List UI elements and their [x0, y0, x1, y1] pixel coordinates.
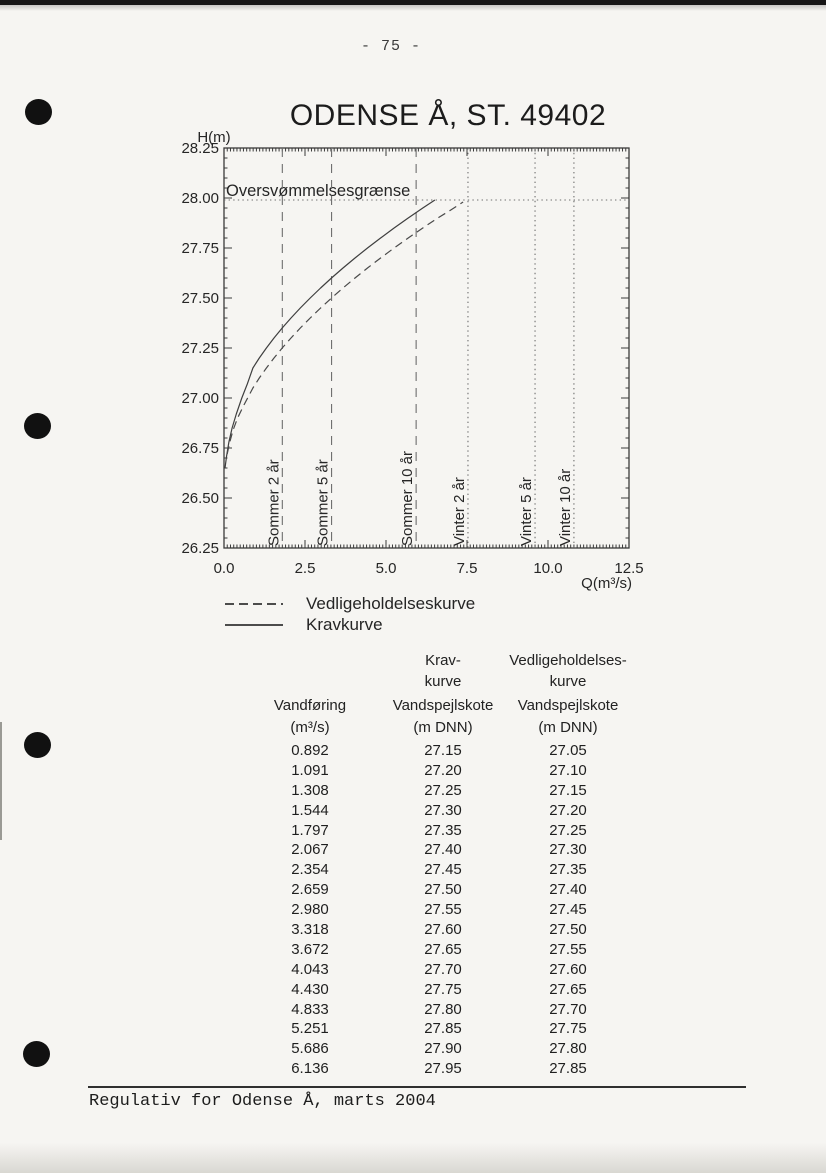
- y-tick-label: 28.25: [181, 140, 219, 157]
- group-header-kravkurve-line2: kurve: [424, 673, 462, 690]
- cell-vandforing: 5.251: [291, 1020, 329, 1038]
- footer-text: Regulativ for Odense Å, marts 2004: [89, 1092, 436, 1111]
- cell-vandforing: 4.043: [291, 960, 329, 978]
- cell-kote-vedligehold: 27.05: [549, 742, 587, 759]
- x-tick-label: 12.5: [614, 560, 644, 577]
- cell-kote-krav: 27.90: [424, 1040, 462, 1058]
- spacer: [240, 650, 380, 671]
- event-line-label: Sommer 2 år: [265, 459, 283, 546]
- group-header-vedligeholdelseskurve-line2: kurve: [549, 673, 587, 690]
- spacer: [240, 671, 380, 692]
- cell-vandforing: 1.091: [291, 761, 329, 779]
- cell-kote-vedligehold: 27.75: [549, 1020, 587, 1038]
- rating-table-body: [240, 741, 630, 1079]
- cell-kote-krav: 27.40: [424, 841, 462, 859]
- rating-table-header: [240, 650, 630, 738]
- cell-vandforing: 3.318: [291, 921, 329, 939]
- cell-kote-krav: 27.85: [424, 1020, 462, 1038]
- event-line-label: Sommer 5 år: [314, 459, 332, 546]
- solid-line-sample: [225, 624, 283, 626]
- column-unit-m3s: (m³/s): [290, 719, 330, 736]
- cell-vandforing: 6.136: [291, 1060, 329, 1078]
- cell-kote-vedligehold: 27.25: [549, 821, 587, 839]
- column-header-vandforing: Vandføring: [273, 697, 347, 714]
- cell-kote-krav: 27.95: [424, 1060, 462, 1078]
- cell-vandforing: 5.686: [291, 1040, 329, 1058]
- legend-item-kravkurve: [225, 614, 475, 635]
- legend-item-vedligeholdelseskurve: [225, 593, 475, 614]
- cell-kote-krav: 27.20: [424, 761, 462, 779]
- cell-kote-vedligehold: 27.30: [549, 841, 587, 859]
- rating-curve-chart: [140, 90, 690, 605]
- cell-kote-vedligehold: 27.80: [549, 1040, 587, 1058]
- cell-kote-krav: 27.75: [424, 980, 462, 998]
- cell-vandforing: 4.430: [291, 980, 329, 998]
- cell-vandforing: 2.067: [291, 841, 329, 859]
- cell-kote-vedligehold: 27.50: [549, 921, 587, 939]
- y-tick-label: 27.00: [181, 390, 219, 407]
- column-unit-mdnn-vedligehold: (m DNN): [538, 719, 598, 736]
- x-tick-label: 2.5: [294, 560, 316, 577]
- cell-vandforing: 1.308: [291, 781, 329, 799]
- chart-legend: [225, 593, 475, 635]
- scan-edge-bottom: [0, 1143, 826, 1173]
- x-tick-label: 10.0: [533, 560, 563, 577]
- y-axis-label: H(m): [197, 129, 231, 146]
- cell-kote-vedligehold: 27.65: [549, 980, 587, 998]
- x-tick-label: 5.0: [375, 560, 397, 577]
- y-tick-label: 26.75: [181, 440, 219, 457]
- cell-vandforing: 2.980: [291, 901, 329, 919]
- cell-kote-vedligehold: 27.10: [549, 761, 587, 779]
- event-line-label: Vinter 10 år: [556, 468, 574, 546]
- cell-kote-vedligehold: 27.85: [549, 1060, 587, 1078]
- cell-kote-vedligehold: 27.55: [549, 940, 587, 958]
- cell-kote-vedligehold: 27.15: [549, 781, 587, 799]
- page-number: - 75 -: [360, 38, 421, 55]
- hole-punch-dot-1: [25, 99, 52, 125]
- column-header-vandspejlskote-vedligehold: Vandspejlskote: [517, 697, 619, 714]
- cell-vandforing: 2.659: [291, 881, 329, 899]
- cell-kote-vedligehold: 27.20: [549, 801, 587, 819]
- cell-kote-krav: 27.35: [424, 821, 462, 839]
- y-tick-label: 26.50: [181, 490, 219, 507]
- hole-punch-dot-3: [24, 732, 51, 758]
- cell-vandforing: 0.892: [291, 742, 329, 759]
- scan-edge-left-artifact: [0, 722, 2, 840]
- y-tick-label: 27.50: [181, 290, 219, 307]
- flood-limit-label: Oversvømmelsesgrænse: [226, 182, 411, 200]
- cell-kote-krav: 27.60: [424, 921, 462, 939]
- cell-kote-krav: 27.45: [424, 861, 462, 879]
- event-line-label: Sommer 10 år: [399, 450, 417, 546]
- cell-kote-krav: 27.30: [424, 801, 462, 819]
- footer-rule: [88, 1086, 746, 1088]
- event-line-label: Vinter 2 år: [450, 477, 468, 546]
- y-tick-label: 26.25: [181, 540, 219, 557]
- cell-vandforing: 4.833: [291, 1000, 329, 1018]
- cell-kote-krav: 27.25: [424, 781, 462, 799]
- hole-punch-dot-2: [24, 413, 51, 439]
- cell-kote-krav: 27.70: [424, 960, 462, 978]
- y-tick-label: 27.75: [181, 240, 219, 257]
- cell-kote-vedligehold: 27.60: [549, 960, 587, 978]
- cell-kote-krav: 27.50: [424, 881, 462, 899]
- cell-kote-vedligehold: 27.35: [549, 861, 587, 879]
- x-tick-label: 0.0: [213, 560, 235, 577]
- curve-kravkurve: [225, 200, 435, 468]
- cell-kote-krav: 27.65: [424, 940, 462, 958]
- cell-kote-krav: 27.80: [424, 1000, 462, 1018]
- cell-kote-vedligehold: 27.40: [549, 881, 587, 899]
- legend-label: Vedligeholdelseskurve: [306, 593, 476, 613]
- cell-kote-krav: 27.15: [424, 742, 462, 759]
- cell-kote-vedligehold: 27.45: [549, 901, 587, 919]
- cell-vandforing: 3.672: [291, 940, 329, 958]
- chart-title: ODENSE Å, ST. 49402: [289, 99, 607, 132]
- cell-vandforing: 1.797: [291, 821, 329, 839]
- curve-vedligeholdelseskurve: [227, 202, 463, 454]
- dashed-line-sample: [225, 603, 283, 605]
- column-unit-mdnn-krav: (m DNN): [413, 719, 473, 736]
- cell-vandforing: 1.544: [291, 801, 329, 819]
- group-header-vedligeholdelseskurve: Vedligeholdelses-: [509, 652, 627, 669]
- scan-edge-top-shade: [0, 5, 826, 11]
- group-header-kravkurve: Krav-: [425, 652, 461, 669]
- hole-punch-dot-4: [23, 1041, 50, 1067]
- cell-vandforing: 2.354: [291, 861, 329, 879]
- column-header-vandspejlskote-krav: Vandspejlskote: [392, 697, 494, 714]
- cell-kote-vedligehold: 27.70: [549, 1000, 587, 1018]
- cell-kote-krav: 27.55: [424, 901, 462, 919]
- legend-label: Kravkurve: [306, 614, 383, 634]
- y-tick-label: 27.25: [181, 340, 219, 357]
- x-axis-label: Q(m³/s): [581, 575, 632, 592]
- x-tick-label: 7.5: [456, 560, 478, 577]
- event-line-label: Vinter 5 år: [518, 477, 536, 546]
- y-tick-label: 28.00: [181, 190, 219, 207]
